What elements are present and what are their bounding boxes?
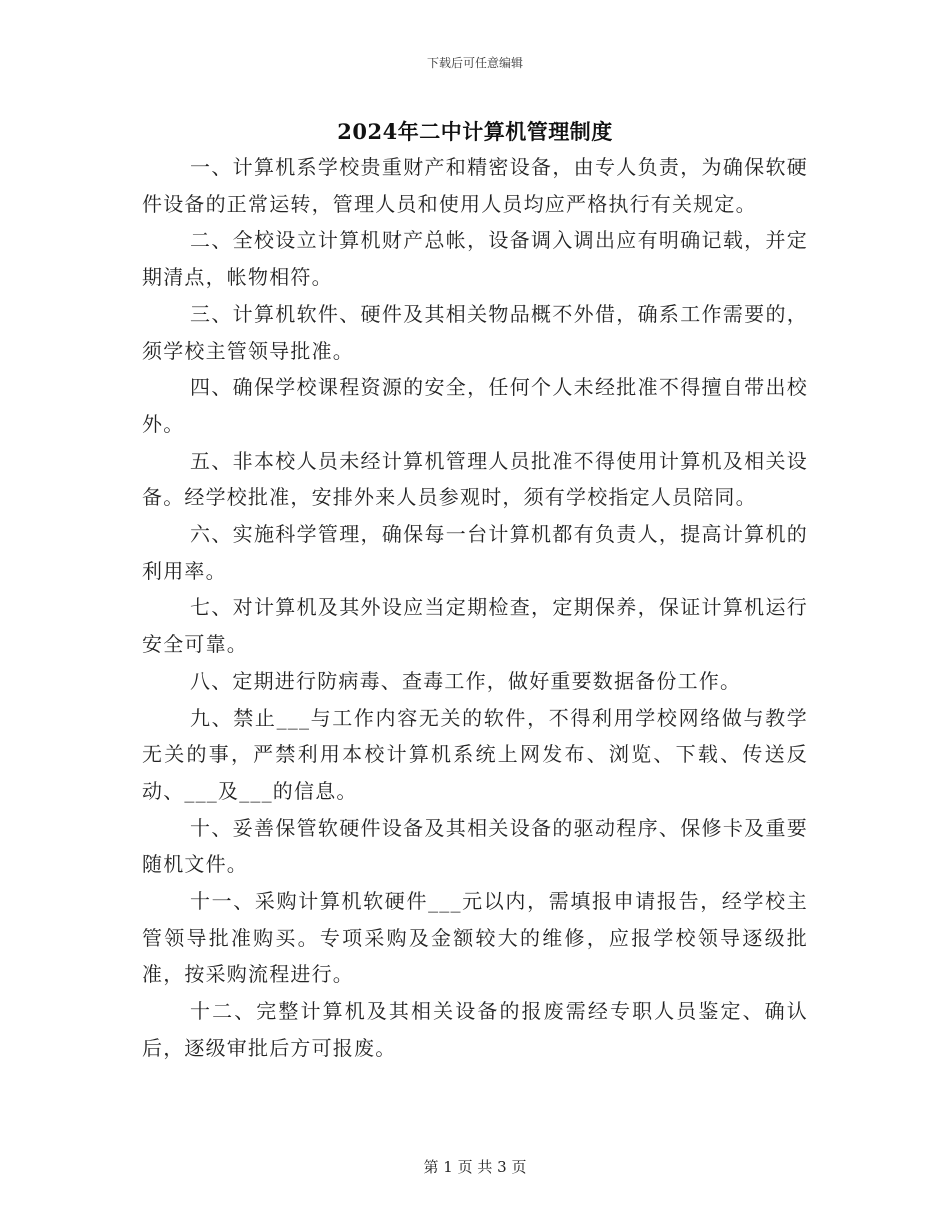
- document-title: 2024年二中计算机管理制度: [337, 119, 613, 144]
- paragraph-6: 六、实施科学管理，确保每一台计算机都有负责人，提高计算机的利用率。: [142, 522, 808, 583]
- paragraph-3: 三、计算机软件、硬件及其相关物品概不外借，确系工作需要的，须学校主管领导批准。: [142, 301, 808, 363]
- paragraph-10: 十、妥善保管软硬件设备及其相关设备的驱动程序、保修卡及重要随机文件。: [142, 815, 808, 877]
- page-number: 第 1 页 共 3 页: [423, 1158, 527, 1176]
- paragraph-2: 二、全校设立计算机财产总帐，设备调入调出应有明确记载，并定期清点，帐物相符。: [142, 228, 808, 290]
- paragraph-1: 一、计算机系学校贵重财产和精密设备，由专人负责，为确保软硬件设备的正常运转，管理人员和使用人员均应严格执行有关规定。: [142, 155, 808, 216]
- document-body: [142, 149, 808, 1067]
- paragraph-4: 四、确保学校课程资源的安全，任何个人未经批准不得擅自带出校外。: [142, 375, 808, 436]
- paragraph-11: 十一、采购计算机软硬件___元以内，需填报申请报告，经学校主管领导批准购买。专项采购及金额较大的维修，应报学校领导逐级批准，按采购流程进行。: [142, 889, 808, 987]
- paragraph-8: 八、定期进行防病毒、查毒工作，做好重要数据备份工作。: [190, 668, 742, 693]
- paragraph-9: 九、禁止___与工作内容无关的软件，不得利用学校网络做与教学无关的事，严禁利用本校计算机系统上网发布、浏览、下载、传送反动、___及___的信息。: [142, 705, 808, 803]
- paragraph-5: 五、非本校人员未经计算机管理人员批准不得使用计算机及相关设备。经学校批准，安排外来人员参观时，须有学校指定人员陪同。: [142, 448, 808, 510]
- paragraph-7: 七、对计算机及其外设应当定期检查，定期保养，保证计算机运行安全可靠。: [142, 595, 808, 657]
- paragraph-12: 十二、完整计算机及其相关设备的报废需经专职人员鉴定、确认后，逐级审批后方可报废。: [142, 999, 808, 1060]
- page-header-note: 下载后可任意编辑: [426, 56, 523, 70]
